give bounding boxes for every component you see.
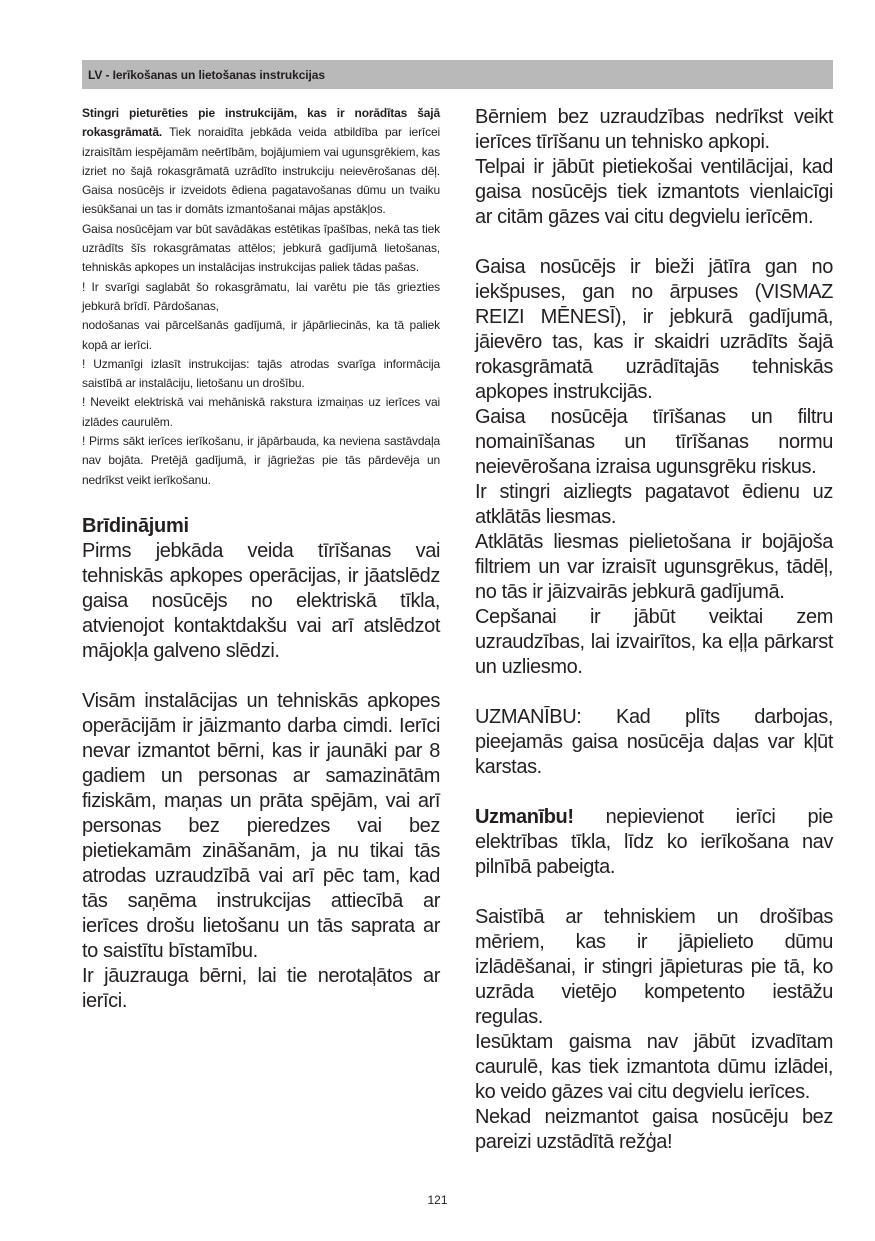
spacer xyxy=(82,664,440,689)
connection-warning-paragraph xyxy=(475,805,833,880)
no-modifications-paragraph: ! Neveikt elektriskā vai mehāniskā rakstura izmaiņas uz ierīces vai izlādes caurulēm. xyxy=(82,395,440,429)
ventilation-paragraph: Telpai ir jābūt pietiekošai ventilācijai, kad gaisa nosūcējs tiek izmantots vienlaicīgi ar citām gāzes vai citu degvielu ierīcēm. xyxy=(475,156,833,228)
left-column xyxy=(82,104,440,1014)
warnings-section xyxy=(82,539,440,1014)
frying-paragraph: Cepšanai ir jābūt veiktai zem uzraudzības, lai izvairītos, ka eļļa pārkarst un uzliesmo. xyxy=(475,606,833,678)
transfer-paragraph: nodošanas vai pārcelšanās gadījumā, ir jāpārliecinās, ka tā paliek kopā ar ierīci. xyxy=(82,318,440,352)
right-column xyxy=(475,105,833,1155)
page-number: 121 xyxy=(427,1193,448,1207)
check-components-paragraph: ! Pirms sākt ierīces ierīkošanu, ir jāpārbauda, ka neviena sastāvdaļa nav bojāta. Pretējā gadījumā, ir jāgriežas pie tās pārdevēja un nedrīkst veikt ierīkošanu. xyxy=(82,434,440,487)
intro-text: Tiek noraidīta jebkāda veida atbildība par ierīcei izraisītām iespējamām neērtībām, bojājumiem vai ugunsgrēkiem, kas izriet no šajā rokasgrāmatā uzrādīto instrukciju neievērošanas dēļ. Gaisa nosūcējs ir izveidots ēdiena pagatavošanas dūmu un tvaiku iesūkšanai un tas ir domāts izmantošanai mājas apstākļos. xyxy=(82,125,440,217)
spacer xyxy=(475,880,833,905)
children-cleaning-paragraph: Bērniem bez uzraudzības nedrīkst veikt ierīces tīrīšanu un tehnisko apkopi. xyxy=(475,106,833,153)
open-flame-paragraph: Ir stingri aizliegts pagatavot ēdienu uz atklātās liesmas. xyxy=(475,481,833,528)
header-title: LV - Ierīkošanas un lietošanas instrukcijas xyxy=(88,68,325,82)
appearance-paragraph: Gaisa nosūcējam var būt savādākas estētikas īpašības, nekā tas tiek uzrādīts šīs rokasgrāmatas attēlos; jebkurā gadījumā lietošanas, tehniskās apkopes un instalācijas instrukcijas paliek tādas pašas. xyxy=(82,221,440,275)
header-bar xyxy=(82,60,833,89)
connection-warning-text: nepievienot ierīci pie elektrības tīkla, līdz ko ierīkošana nav pilnībā pabeigta. xyxy=(475,806,833,878)
hot-parts-paragraph: UZMANĪBU: Kad plīts darbojas, pieejamās gaisa nosūcēja daļas var kļūt karstas. xyxy=(475,706,833,778)
fire-risk-paragraph: Gaisa nosūcēja tīrīšanas un filtru nomainīšanas un tīrīšanas normu neievērošana izraisa ugunsgrēku riskus. xyxy=(475,406,833,478)
regulations-paragraph: Saistībā ar tehniskiem un drošības mēriem, kas ir jāpielieto dūmu izlādēšanai, ir stingri jāpieturas pie tā, ko uzrāda vietējo kompetento iestāžu regulas. xyxy=(475,906,833,1028)
grille-paragraph: Nekad neizmantot gaisa nosūcēju bez pareizi uzstādītā režģa! xyxy=(475,1106,833,1153)
warning-supervise-children: Ir jāuzrauga bērni, lai tie nerotaļātos ar ierīci. xyxy=(82,964,440,1012)
spacer xyxy=(475,230,833,255)
cleaning-frequency-paragraph: Gaisa nosūcējs ir bieži jātīra gan no iekšpuses, gan no ārpuses (VISMAZ REIZI MĒNESĪ), ir jebkurā gadījumā, jāievēro tas, kas ir skaidri uzrādīts šajā rokasgrāmatā uzrādītajās tehniskās apkopes instrukcijās. xyxy=(475,256,833,403)
intro-paragraph xyxy=(82,104,440,220)
spacer xyxy=(475,780,833,805)
read-instructions-paragraph: ! Uzmanīgi izlasīt instrukcijas: tajās atrodas svarīga informācija saistībā ar instalāciju, lietošanu un drošību. xyxy=(82,356,440,391)
warnings-title: Brīdinājumi xyxy=(82,514,189,537)
intro-section xyxy=(82,104,440,490)
keep-manual-paragraph: ! Ir svarīgi saglabāt šo rokasgrāmatu, lai varētu pie tās griezties jebkurā brīdī. Pārdošanas, xyxy=(82,279,440,313)
intro-bold: Stingri pieturēties pie instrukcijām, kas ir norādītas šajā rokasgrāmatā. xyxy=(82,106,440,140)
exhaust-duct-paragraph: Iesūktam gaisma nav jābūt izvadītam caurulē, kas tiek izmantota dūmu izlādei, ko veido gāzes vai citu degvielu ierīces. xyxy=(475,1031,833,1103)
warning-gloves-children: Visām instalācijas un tehniskās apkopes operācijām ir jāizmanto darba cimdi. Ierīci nevar izmantot bērni, kas ir jaunāki par 8 gadiem un personas ar samazinātām fiziskām, maņas un prāta spējām, vai arī personas bez pieredzes vai bez pietiekamām zināšanām, ja nu tikai tās atrodas uzraudzībā vai arī pēc tam, kad tās saņēma instrukcijas attiecībā ar ierīces drošu lietošanu un tās saprata ar to saistītu bīstamību. xyxy=(82,689,440,962)
warning-disconnect: Pirms jebkāda veida tīrīšanas vai tehniskās apkopes operācijas, ir jāatslēdz gaisa nosūcējs no elektriskā tīkla, atvienojot kontaktdakšu vai arī atslēdzot mājokļa galveno slēdzi. xyxy=(82,539,440,662)
attention-bold: Uzmanību! xyxy=(475,806,574,828)
flame-damage-paragraph: Atklātās liesmas pielietošana ir bojājoša filtriem un var izraisīt ugunsgrēkus, tādēļ, no tās ir jāizvairās jebkurā gadījumā. xyxy=(475,531,833,603)
spacer xyxy=(475,680,833,705)
